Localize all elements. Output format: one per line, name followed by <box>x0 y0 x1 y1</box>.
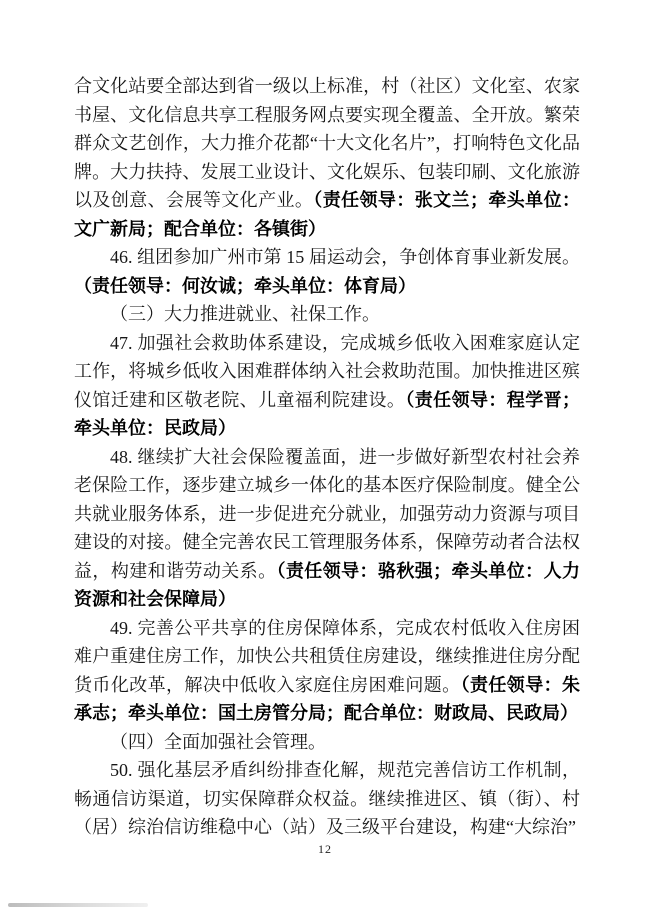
paragraph-text: 49. 完善公平共享的住房保障体系，完成农村低收入住房困难户重建住房工作，加快公共租赁住房建设，继续推进住房分配货币化改革，解决中低收入家庭住房困难问题。 <box>74 617 580 695</box>
section-heading-text: （三）大力推进就业、社保工作。 <box>110 304 380 324</box>
paragraph-text: 50. 强化基层矛盾纠纷排查化解，规范完善信访工作机制，畅通信访渠道，切实保障群众权益。继续推进区、镇（街）、村（居）综治信访维稳中心（站）及三级平台建设，构建“大综治” <box>74 760 580 837</box>
responsibility-clause: （责任领导：程学晋；牵头单位：民政局） <box>74 389 581 438</box>
section-heading-text: （四）全面加强社会管理。 <box>110 731 326 752</box>
scan-artifact <box>8 903 148 907</box>
document-body <box>74 72 580 842</box>
paragraph-text: 合文化站要全部达到省一级以上标准，村（社区）文化室、农家书屋、文化信息共享工程服务网点要实现全覆盖、全开放。繁荣群众文艺创作，大力推介花都“十大文化名片”，打响特色文化品牌。大力扶持、发展工业设计、文化娱乐、包装印刷、文化旅游以及创意、会展等文化产业。 <box>74 76 580 210</box>
paragraph-item-46 <box>74 243 580 300</box>
section-heading-4 <box>74 728 580 757</box>
responsibility-clause: （责任领导：骆秋强；牵头单位：人力资源和社会保障局） <box>74 560 581 609</box>
responsibility-clause: （责任领导：朱承志；牵头单位：国土房管分局；配合单位：财政局、民政局） <box>74 674 581 723</box>
paragraph <box>74 72 580 243</box>
section-heading-3 <box>74 300 580 329</box>
paragraph-text: 48. 继续扩大社会保险覆盖面，进一步做好新型农村社会养老保险工作，逐步建立城乡一体化的基本医疗保险制度。健全公共就业服务体系，进一步促进充分就业，加强劳动力资源与项目建设的对接。健全完善农民工管理服务体系，保障劳动者合法权益，构建和谐劳动关系。 <box>74 446 580 581</box>
responsibility-clause: （责任领导：张文兰；牵头单位：文广新局；配合单位：各镇街） <box>74 190 580 239</box>
paragraph-text: 46. 组团参加广州市第 15 届运动会，争创体育事业新发展。 <box>110 247 580 267</box>
paragraph-text: 47. 加强社会救助体系建设，完成城乡低收入困难家庭认定工作，将城乡低收入困难群体纳入社会救助范围。加快推进区殡仪馆迁建和区敬老院、儿童福利院建设。 <box>74 332 580 410</box>
paragraph-item-50 <box>74 756 580 842</box>
paragraph-item-47 <box>74 329 580 443</box>
page-number: 12 <box>318 842 332 856</box>
paragraph-item-49 <box>74 614 580 728</box>
paragraph-item-48 <box>74 443 580 614</box>
responsibility-clause: （责任领导：何汝诚；牵头单位：体育局） <box>74 275 416 296</box>
